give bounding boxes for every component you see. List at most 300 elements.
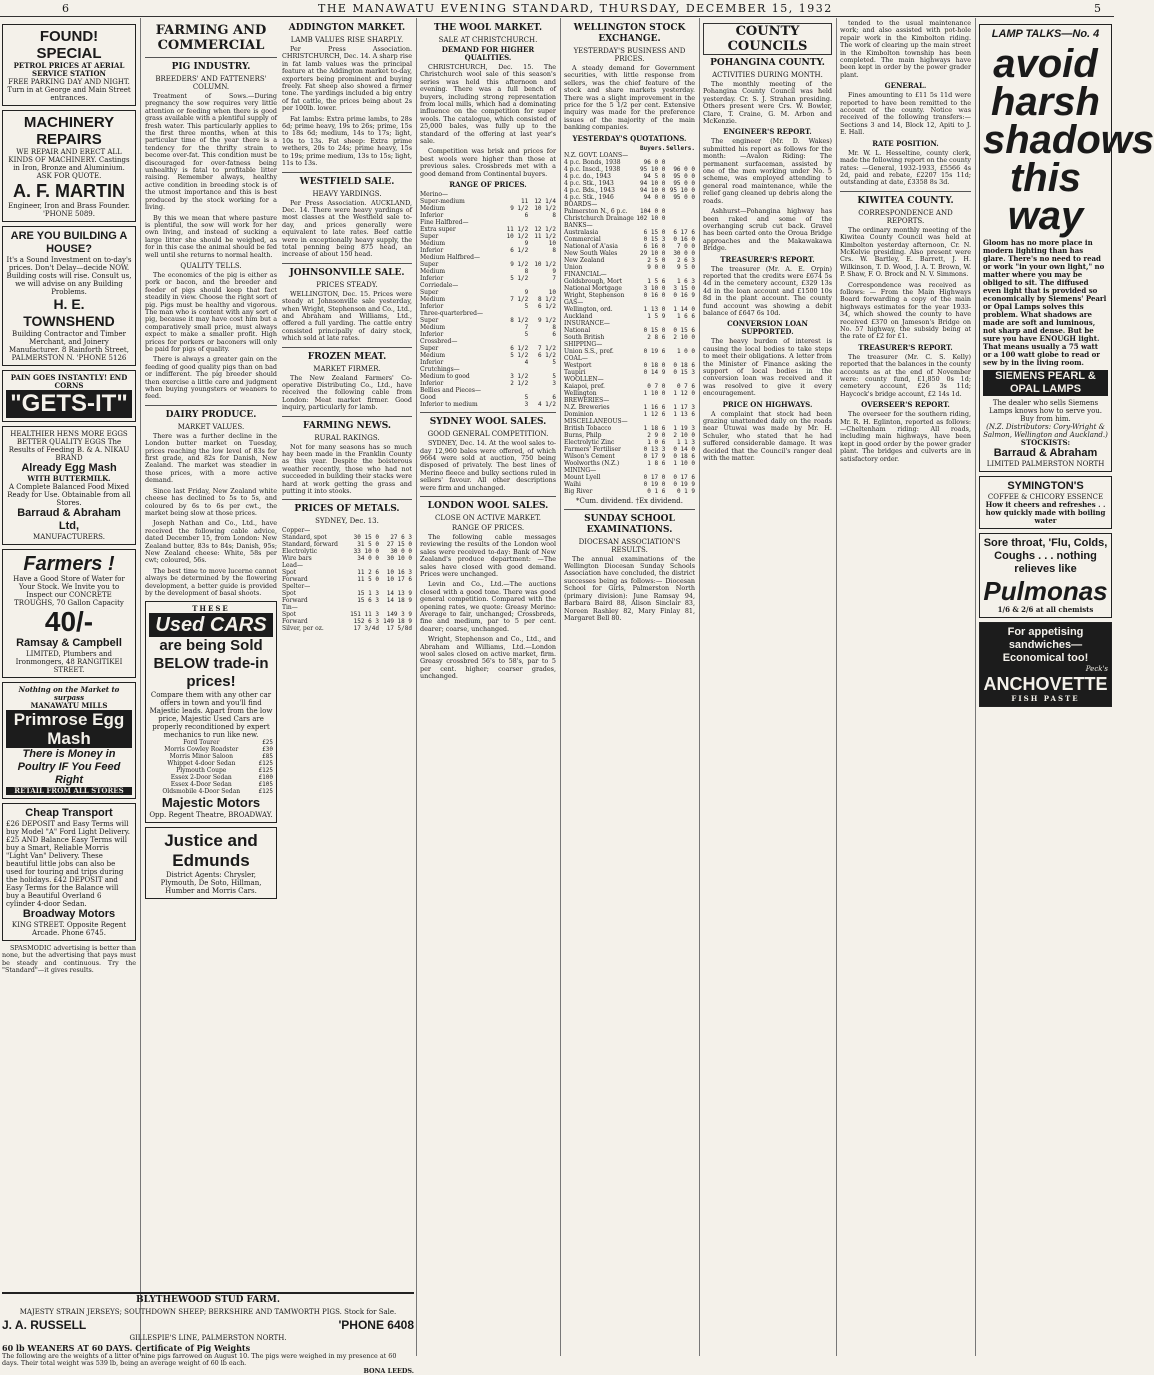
table-row [564,404,695,411]
article-heading: THE WOOL MARKET. [433,23,543,33]
article-subheading: SALE AT CHRISTCHURCH. [438,36,538,44]
table-cell [528,387,556,394]
table-cell: 15 1 3 [357,590,379,598]
table-cell: Bellies and Pieces— [420,387,481,395]
table-cell [501,254,529,261]
table-cell: 11 2 6 [357,569,379,577]
column-4-wool [420,20,556,1340]
table-cell: 0 18 6 [673,452,695,460]
ad-siemens-lamps [979,24,1154,472]
ad-text: Have a Good Store of Water for Your Stock. We Invite you to Inspect our CONCRETE TROUGHS, 70 Gallon Capacity [13,575,125,607]
table-cell: FINANCIAL— [564,270,607,278]
table-cell [665,397,695,404]
table-row [564,159,695,166]
article-subheading: HEAVY YARDINGS. [312,189,382,198]
table-cell [379,562,412,569]
column-3-markets [282,20,412,1340]
paragraph: The heavy burden of interest is causing the local bodies to take steps to meet their obligations. A letter from the Minister of Finance asking the support of local bodies in the conversion loan was received and it was resolved to give it every encouragement. [703,337,832,398]
table-cell [346,527,379,534]
ad-text: District Agents: Chrysler, Plymouth, De Soto, Hillman, Humber and Morris Cars. [160,871,262,896]
table-row [420,219,556,226]
table-row [564,201,695,208]
table-row [564,236,695,243]
paragraph: A steady demand for Government securities, with little response from sellers, was the chief feature of the stock and share markets yesterday. There was a slight improvement in the price for the 5 1/2 per cent. Extensive inquiry was made for the preference issues of the majority of the main banking companies. [564,64,695,132]
table-cell: 9 5 0 [676,263,695,271]
table-cell: 4 p.c. do., 1943 [564,172,611,180]
table-cell: 0 16 9 [673,291,695,299]
table-cell: 0 19 9 [673,480,695,488]
ad-brand: Primrose Egg Mash [6,710,132,748]
table-cell: £105 [258,781,273,789]
column-rule [975,18,976,1356]
article-heading: PRICES OF METALS. [294,504,400,515]
table-row [149,774,273,781]
ad-text: MANUFACTURERS. [33,533,105,541]
table-row [564,362,695,369]
table-row [282,618,412,625]
table-cell [501,219,529,226]
article-subheading: MARKET FIRMER. [313,364,381,373]
table-row [564,278,695,285]
paragraph: The treasurer (Mr. C. S. Kelly) reported that the balances in the county accounts as at the end of November were: county fund, £1,850 0s 1d; cemetery account, £26 3s 11d; Haycock's bridge account, £2 14s 1d. [840,352,971,398]
table-cell: Standard, spot [282,534,327,542]
paragraph: Wright, Stephenson and Co., Ltd., and Abraham and Williams, Ltd.—London wool sales closed on active market, firm. Greasy crossbred 56's to 58's, par to 5 per cent. higher; coarser grades, unchanged. [420,635,556,681]
table-cell: 30 0 0 [390,548,412,556]
table-cell: 1 19 3 [673,424,695,432]
paragraph: Since last Friday, New Zealand white cheese has declined to 5s to 5s, and coloured by 6s to 6s per cwt., the market being slow at those prices. [145,486,277,517]
table-cell [501,387,529,394]
article-subheading: YESTERDAY'S QUOTATIONS. [572,133,687,143]
table-row [564,271,695,278]
table-cell: Inferior [420,212,444,220]
table-cell: 1 6 3 [676,277,695,285]
table-cell: Morris Minor Saloon [169,753,233,761]
table-cell: Inferior [420,247,444,255]
wool-price-range-table [420,191,556,408]
ad-subtitle: PETROL PRICES AT AERIAL SERVICE STATION [13,61,125,78]
table-cell: Crossbred— [420,338,458,346]
divider [282,347,412,348]
used-cars-list [149,739,273,795]
ad-title: Cheap Transport [25,807,113,819]
table-header [564,145,695,152]
table-row [564,348,695,355]
ad-text: Compare them with any other car offers in town and you'll find Majestic leads. Apart from the low price, Majestic Used Cars are properly reconditioned by expert mechanics to run like new. [149,691,273,740]
table-cell: 5 [524,303,529,311]
table-cell: 0 19 6 [643,347,666,355]
ad-justice-edmunds [145,827,277,899]
table-cell: 3 [552,380,556,388]
table-row [564,194,695,201]
table-cell: Goldsbrough, Mort [564,277,622,285]
table-row [564,180,695,187]
divider [145,405,277,406]
table-cell: 2 9 0 [647,431,666,439]
paragraph: Mr. W. L. Hesseltine, county clerk, made the following report on the county rates: —General, 1932-1933, £5566 4s 2d, paid and rebate, £2207 15s 11d; outstanding at date, £3358 8s 3d. [840,148,971,187]
table-cell: MINING— [564,466,597,474]
table-cell: 0 16 0 [673,235,695,243]
table-cell: 4 1/2 [537,401,556,409]
table-cell: 4 p.c. Stk., 1943 [564,179,614,187]
table-cell: Inferior [420,359,444,367]
article-heading: ADDINGTON MARKET. [288,23,406,33]
table-cell [665,215,695,222]
table-cell [501,191,529,198]
table-cell: 6 1/2 [537,352,556,360]
ad-brand: A. F. MARTIN [13,181,125,201]
table-cell: Super [420,261,439,269]
table-cell [346,583,379,590]
table-row [420,366,556,373]
ad-broadway-motors [2,803,136,941]
table-cell: Wire bars [282,555,312,563]
table-row [420,401,556,408]
article-heading: JOHNSONVILLE SALE. [289,267,405,278]
column-1-ads [2,20,136,1340]
column-2-farming [145,20,277,1320]
table-row [564,439,695,446]
ad-headline: are being Sold BELOW trade-in prices! [153,637,269,691]
table-cell: Dominion [564,410,594,418]
table-cell: 30 0 0 [673,249,695,257]
ad-brand: SIEMENS PEARL & OPAL LAMPS [983,370,1108,396]
ad-subtitle: WITH BUTTERMILK. [27,474,111,483]
table-cell: 9 1/2 [510,205,529,213]
article-subheading: TREASURER'S REPORT. [720,254,815,264]
table-cell: 33 10 0 [353,548,379,556]
ad-text: The following are the weights of a litter of nine pigs farrowed on August 10. The pigs were weighed in my presence at 60 days. Their total weight was 539 lb, being an average weight of 60 lb each. [2,1352,397,1368]
table-cell: 7 [524,324,529,332]
ad-primrose-egg-mash [2,682,136,799]
ad-price: 1/6 & 2/6 at all chemists [997,605,1094,614]
article-subheading: CONVERSION LOAN SUPPORTED. [727,319,808,337]
table-cell: Plymouth Coupe [176,767,227,775]
table-cell: N.Z. GOVT. LOANS— [564,151,629,159]
ad-text: Opp. Regent Theatre, BROADWAY. [149,811,273,820]
column-header: Buyers. [640,144,666,152]
table-row [420,261,556,268]
ad-pulmonas [979,533,1112,618]
masthead-title: THE MANAWATU EVENING STANDARD, THURSDAY, DECEMBER 15, 1932 [318,2,833,15]
table-row [564,369,695,376]
table-cell: 34 0 0 [357,555,379,563]
column-8-ads [979,20,1154,1340]
table-cell: National [564,326,591,334]
table-row [420,282,556,289]
table-cell [528,219,556,226]
table-cell: 94 5 0 [643,172,666,180]
table-cell: 5 [524,331,529,339]
table-cell: Super-medium [420,198,465,206]
paragraph: WELLINGTON, Dec. 15. Prices were steady at Johnsonville sale yesterday, when Wright, Stephenson and Co., Ltd., and Abraham and Williams, Ltd., offered a full yarding. The cattle entry consisted principally of dairy stock, which sold at late rates. [282,289,412,343]
ad-text: (N.Z. Distributors: Cory-Wright & Salmon, Wellington and Auckland.) [983,423,1108,439]
table-cell: Three-quarterbred— [420,310,483,318]
article-heading: LONDON WOOL SALES. [427,500,549,511]
table-cell: 3 [524,401,529,409]
table-cell: Super [420,317,439,325]
paragraph: The best time to move lucerne cannot always be determined by the flowering development, a better guide is provided by the development of basal shoots. [145,566,277,597]
ad-brand: Barraud & Abraham [993,447,1098,459]
table-cell: 6 [524,212,529,220]
table-row [420,205,556,212]
table-row [282,611,412,618]
table-cell: WOOLLEN— [564,375,604,383]
table-cell: Tin— [282,604,298,612]
table-cell: Inferior [420,275,444,283]
table-row [420,352,556,359]
table-cell [528,191,556,198]
article-subheading: PRICE ON HIGHWAYS. [722,399,813,409]
table-cell: Ford Tourer [183,739,220,747]
ad-price: 40/- [44,606,94,637]
paragraph: Joseph Nathan and Co., Ltd., have received the following cable advice, dated December 15, from London: New Zealand butter, 83s to 84s; Danish, 95s; New Zealand cheese: White, 58s per cwt; coloured, 56s. [145,519,277,565]
table-cell: Copper— [282,527,311,535]
table-cell: 4 p.c. Stk., 1946 [564,193,614,201]
column-rule [416,18,417,1356]
table-row [564,376,695,383]
table-cell: £30 [262,746,273,754]
table-cell: 6 [552,331,556,339]
table-row [420,303,556,310]
table-cell: Good [420,394,436,402]
table-footnote: *Cum. dividend. †Ex dividend. [576,496,683,505]
table-cell: 151 11 3 [350,611,379,619]
ad-subtitle: STOCKISTS: [1020,438,1071,447]
table-cell: 3 10 0 [643,284,666,292]
table-row [282,527,412,534]
table-cell: Spot [282,611,296,619]
ad-brand: Pulmonas [983,576,1108,606]
table-cell: Medium [420,324,446,332]
table-row [564,474,695,481]
table-cell: 0 16 0 [643,291,666,299]
table-cell: 0 7 6 [676,382,695,390]
section-title: FARMING AND COMMERCIAL [155,23,267,53]
table-cell [665,467,695,474]
paragraph: The overseer for the southern riding, Mr. R. H. Eglinton, reported as follows: —Cheltenham riding: All roads, including main highways, have been kept in good order by the power grader plant. The bridges and culverts are in satisfactory order. [840,410,971,463]
article-heading: SUNDAY SCHOOL EXAMINATIONS. [584,513,675,535]
table-row [564,453,695,460]
table-row [282,583,412,590]
table-row [420,254,556,261]
table-cell: 7 1/2 [537,345,556,353]
paragraph: Ashhurst—Pohangina highway has been raked and some of the overhanging scrub cut back. Gravel has been carted onto the Oroua Bridge approaches and the Makawakawa Bridge. [703,207,832,253]
table-cell: 10 17 6 [386,576,412,584]
table-cell: 0 17 9 [643,452,666,460]
table-row [420,226,556,233]
table-cell: Inferior [420,380,444,388]
table-cell: 10 [548,289,556,297]
article-subheading: RURAL RAKINGS. [314,433,380,442]
ad-phone: 'PHONE 6408 [338,1318,414,1332]
table-cell: Wellington [564,389,597,397]
article-heading: BLYTHEWOOD STUD FARM. [136,1295,280,1305]
paragraph: Correspondence was received as follows: — From the Main Highways Board forwarding a copy of the main highways estimates for the year 1933-34, which showed the county to have received £370 on Jameson's Bridge on No. 57 highway, the subsidy being at the rate of £2 for £1. [840,280,971,341]
table-row [282,604,412,611]
table-cell: Australasia [564,228,599,236]
table-row [564,173,695,180]
table-cell: 8 1/2 [510,317,529,325]
ad-majestic-used-cars [145,601,277,823]
divider [282,416,412,417]
table-cell: Christchurch Drainage [564,214,634,222]
table-cell: 1 10 0 [673,459,695,467]
paragraph: The ordinary monthly meeting of the Kiwitea County Council was held at Kimbolton yesterday afternoon, Cr. N. McKelvie presiding. Also present were Crs. W. Bartley, E. Barrett, J. H. Wilkinson, T. D. Wood, J. A. T. Brown, W. P. Shaw, F. O. Brock and N. V. Simmons. [840,225,971,279]
masthead-left: 6 [62,2,69,15]
table-cell: COAL— [564,354,588,362]
table-cell [665,159,695,166]
table-cell: 1 16 6 [643,403,666,411]
table-cell: SHIPPING— [564,340,603,348]
table-cell: Merino— [420,191,448,199]
article-subheading: BREEDERS' AND FATTENERS' COLUMN. [155,75,267,91]
ad-brand: ANCHOVETTE [983,674,1108,694]
ad-subtitle: RETAIL FROM ALL STORES [6,787,132,795]
metals-price-table [282,527,412,632]
ad-brand: Barraud & Abraham Ltd, [17,507,121,532]
article-subheading: RANGE OF PRICES. [451,523,525,532]
table-cell: Inferior [420,331,444,339]
table-cell: 6 15 0 [643,228,666,236]
table-cell: Medium [420,240,446,248]
article-subheading: GENERAL. [884,81,927,91]
table-cell: 1 8 6 [647,459,666,467]
table-cell: 8 [552,247,556,255]
ad-headline: avoid harsh shadows this way [983,42,1154,238]
ad-subtitle: Nothing on the Market to surpass [18,685,120,702]
ad-text: LIMITED, Plumbers and Ironmongers, 48 RANGITIKEI STREET. [15,650,123,674]
table-row [564,418,695,425]
paragraph: Not for many seasons has so much hay been made in the Franklin County as this year. Despite the boisterous weather recently, those who had not succeeded in building their stacks were hard at work getting the grass and putting it into stooks. [282,442,412,496]
table-row [564,320,695,327]
table-row [564,390,695,397]
ad-text: MAJESTY STRAIN JERSEYS; SOUTHDOWN SHEEP; BERKSHIRE AND TAMWORTH PIGS. Stock for Sale. [19,1308,397,1316]
table-cell: 95 0 0 [673,179,695,187]
table-cell: 12 1/4 [534,198,556,206]
table-cell [636,397,666,404]
table-cell: 0 1 6 [647,487,666,495]
ad-anchovette [979,622,1112,707]
table-row [282,541,412,548]
table-cell [379,583,412,590]
table-row [564,222,695,229]
table-cell: Inferior to medium [420,401,478,409]
table-cell: 10 1/2 [534,261,556,269]
table-cell: 9 [524,289,529,297]
paragraph: The monthly meeting of the Pohangina County Council was held yesterday. Cr. S. J. Strahan presiding. Others present were Crs. W. Bowler, Clare, T. Craine, G. M. Arbon and McKenzie. [703,80,832,126]
table-cell: 0 14 9 [643,368,666,376]
table-cell [665,341,695,348]
table-cell: 6 1/2 [537,303,556,311]
table-cell: Waihi [564,480,581,488]
paragraph: The treasurer (Mr. A. E. Orpin) reported that the credits were £674 5s 4d in the cemetery account, £329 13s 4d in the loan account and £1500 10s 8d in the plant account. The county fund account was showing a debit balance of £647 6s 10d. [703,264,832,317]
table-cell [665,355,695,362]
table-cell [636,152,666,159]
table-cell: 95 0 0 [673,193,695,201]
ad-aerial-service [2,24,136,106]
table-row [564,411,695,418]
article-heading: FROZEN MEAT. [307,351,387,362]
ad-brand: Ramsay & Campbell [16,637,122,649]
table-cell [501,366,529,373]
table-row [149,739,273,746]
table-cell: 11 1/2 [534,233,556,241]
table-cell: 104 0 0 [640,207,666,215]
table-cell: 0 19 0 [643,480,666,488]
table-cell: 95 0 0 [673,172,695,180]
table-cell: 27 15 0 [386,541,412,549]
ad-title: Already Egg Mash [21,462,117,474]
article-subheading: ENGINEER'S REPORT. [723,127,812,137]
table-cell: 11 1/2 [506,226,529,234]
table-row [420,317,556,324]
table-cell: 0 7 0 [647,382,666,390]
table-cell: 9 1/2 [510,261,529,269]
table-cell: 2 5 0 [647,256,666,264]
ad-caption: The dealer who sells Siemens Lamps knows how to serve you. Buy from him. [988,399,1103,423]
table-cell: Super [420,289,439,297]
ad-title: Farmers ! [23,553,115,575]
table-cell: 6 16 0 [643,242,666,250]
table-cell: 0 18 0 [643,361,666,369]
paragraph: By this we mean that where pasture is plentiful, the sow will work for her own living, and instead of sucking a large litter she should be weighed, as for in this case the animal should be fed well until she returns to normal health. [145,213,277,259]
ad-title: 60 lb WEANERS AT 60 DAYS. Certificate of Pig Weights [2,1343,251,1353]
table-cell: 0 14 0 [673,445,695,453]
ad-text: LIMITED PALMERSTON NORTH [986,460,1105,468]
column-header: Sellers. [666,144,695,152]
ad-text: GILLESPIE'S LINE, PALMERSTON NORTH. [129,1334,287,1342]
article-subheading: CORRESPONDENCE AND REPORTS. [858,208,953,225]
table-cell [528,254,556,261]
paragraph: Fat lambs: Extra prime lambs, to 28s 6d; prime heavy, 19s to 26s; prime, 15s to 18s 6d; medium, 14s to 17s; light, 10s to 13s. Fat sheep: Extra prime wethers, 20s to 24s; prime heavy, 15s to 19s; prime medium, 13s to 15s; light, 11s to 13s. [282,114,412,168]
table-cell: New Zealand [564,256,605,264]
table-cell: 5 1/2 [510,352,529,360]
table-cell: Crutchings— [420,366,460,374]
table-row [420,338,556,345]
table-cell [665,152,695,159]
table-cell: 0 17 6 [673,473,695,481]
table-cell: 2 10 0 [673,333,695,341]
paragraph: A complaint that stock had been grazing unattended daily on the roads near Utuwai was made by Mr. H. Schuler, who stated that he had suffered considerable damage. It was decided that the Council's ranger deal with the matter. [703,409,832,463]
paragraph: SYDNEY, Dec. 14. At the wool sales to-day 12,960 bales were offered, of which 9664 were sold at auction, 750 being disposed of privately. The best lines of Merino fleece and bulky sections ruled in sellers' favour. All other descriptions were firm and unchanged. [420,439,556,492]
table-row [564,208,695,215]
table-cell: Medium [420,268,446,276]
table-row [282,555,412,562]
table-row [564,187,695,194]
table-cell: 1 12 0 [673,389,695,397]
masthead [0,0,1114,17]
table-cell [665,376,695,383]
article-subheading: QUALITY TELLS. [180,261,242,270]
column-header [564,145,636,152]
article-heading: KIWITEA COUNTY. [857,195,954,206]
table-row [564,292,695,299]
table-cell: Spot [282,569,296,577]
table-cell: Kaiapoi, pref. [564,382,605,390]
ad-brand: H. E. TOWNSHEND [23,296,115,329]
ad-text: WE REPAIR AND ERECT ALL KINDS OF MACHINERY. Castings in Iron, Bronze and Aluminium. ASK FOR QUOTE. [8,148,130,180]
ad-brand: SYMINGTON'S [1007,480,1084,492]
table-cell [636,299,666,306]
table-row [282,576,412,583]
table-cell: 1 5 6 [647,277,666,285]
table-row [564,446,695,453]
table-row [149,781,273,788]
stud-contact [2,1318,414,1332]
table-cell: 6 17 6 [673,228,695,236]
table-cell [636,376,666,383]
share-quotations-table [564,145,695,495]
